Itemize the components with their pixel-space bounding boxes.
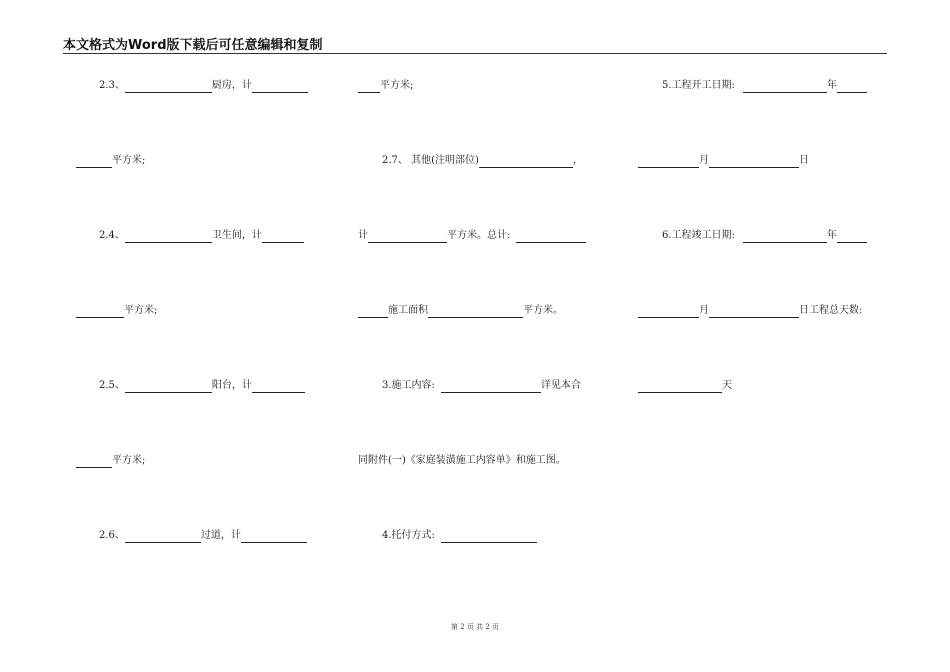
blank-field[interactable]	[441, 530, 537, 543]
unit-label: 平方米;	[112, 155, 146, 166]
item-number: 2.6、	[99, 530, 125, 541]
blank-field[interactable]	[125, 80, 212, 93]
col3-line-total-days	[638, 379, 732, 393]
month-label: 月	[699, 305, 709, 316]
blank-field[interactable]	[241, 530, 307, 543]
col3-line-start-month-day	[638, 154, 809, 168]
unit-label: 平方米;	[380, 80, 414, 91]
page-footer: 第 2 页 共 2 页	[450, 623, 500, 631]
blank-field[interactable]	[358, 80, 380, 93]
blank-field[interactable]	[516, 230, 586, 243]
col2-line-construction-area	[358, 304, 563, 318]
blank-field[interactable]	[368, 230, 447, 243]
blank-field[interactable]	[709, 155, 799, 168]
comma: ，	[572, 155, 583, 166]
attachment-text: 同附件(一)《家庭装潢施工内容单》和施工图。	[358, 455, 566, 466]
blank-field[interactable]	[125, 380, 212, 393]
col2-line-content	[382, 379, 581, 393]
col3-line-start-date	[662, 79, 867, 93]
blank-field[interactable]	[638, 155, 699, 168]
blank-field[interactable]	[125, 530, 201, 543]
blank-field[interactable]	[76, 155, 112, 168]
blank-field[interactable]	[428, 305, 523, 318]
total-label: 平方米。总计:	[447, 230, 511, 241]
total-prefix: 计	[358, 230, 368, 241]
item-number: 2.5、	[99, 380, 125, 391]
blank-field[interactable]	[638, 380, 722, 393]
col2-line-delegation	[382, 529, 537, 543]
col3-line-end-month-day	[638, 304, 862, 318]
year-label: 年	[826, 230, 837, 241]
day-label: 日	[799, 155, 809, 166]
col1-line-corridor	[99, 529, 307, 543]
area-label: 施工面积	[388, 305, 428, 316]
header-divider	[63, 53, 887, 54]
delegation-label: 4.托付方式:	[382, 530, 435, 541]
blank-field[interactable]	[837, 230, 867, 243]
blank-field[interactable]	[441, 380, 541, 393]
col1-line-kitchen-area	[76, 154, 145, 168]
col2-line-total	[358, 229, 586, 243]
col1-line-bathroom	[99, 229, 304, 243]
day-unit-label: 天	[722, 380, 732, 391]
blank-field[interactable]	[125, 230, 212, 243]
unit-label: 平方米。	[523, 305, 563, 316]
blank-field[interactable]	[76, 455, 112, 468]
blank-field[interactable]	[479, 155, 573, 168]
total-days-label: 日工程总天数:	[799, 305, 863, 316]
unit-label: 平方米;	[112, 455, 146, 466]
col1-line-bathroom-area	[76, 304, 157, 318]
start-date-label: 5.工程开工日期:	[662, 80, 735, 91]
blank-field[interactable]	[252, 380, 305, 393]
col3-line-end-date	[662, 229, 867, 243]
item-number: 2.3、	[99, 80, 125, 91]
content-label: 3.施工内容:	[382, 380, 435, 391]
blank-field[interactable]	[743, 230, 827, 243]
col1-line-balcony	[99, 379, 305, 393]
other-label: 2.7、 其他(注明部位)	[382, 155, 479, 166]
end-date-label: 6.工程竣工日期:	[662, 230, 735, 241]
month-label: 月	[699, 155, 709, 166]
blank-field[interactable]	[709, 305, 799, 318]
blank-field[interactable]	[743, 80, 827, 93]
content-suffix: 详见本合	[540, 380, 581, 391]
unit-label: 平方米;	[124, 305, 158, 316]
item-number: 2.4、	[99, 230, 125, 241]
room-label: 阳台，计	[211, 380, 252, 391]
blank-field[interactable]	[638, 305, 699, 318]
year-label: 年	[826, 80, 837, 91]
blank-field[interactable]	[262, 230, 304, 243]
blank-field[interactable]	[76, 305, 124, 318]
room-label: 过道，计	[200, 530, 241, 541]
col2-line-corridor-area	[358, 79, 413, 93]
document-header-title: 本文格式为Word版下载后可任意编辑和复制	[63, 38, 323, 53]
blank-field[interactable]	[252, 80, 308, 93]
room-label: 卫生间，计	[211, 230, 262, 241]
col2-line-attachment	[358, 454, 566, 468]
room-label: 厨房，计	[211, 80, 252, 91]
blank-field[interactable]	[837, 80, 867, 93]
col1-line-kitchen	[99, 79, 308, 93]
col1-line-balcony-area	[76, 454, 145, 468]
col2-line-other	[382, 154, 583, 168]
blank-field[interactable]	[358, 305, 388, 318]
